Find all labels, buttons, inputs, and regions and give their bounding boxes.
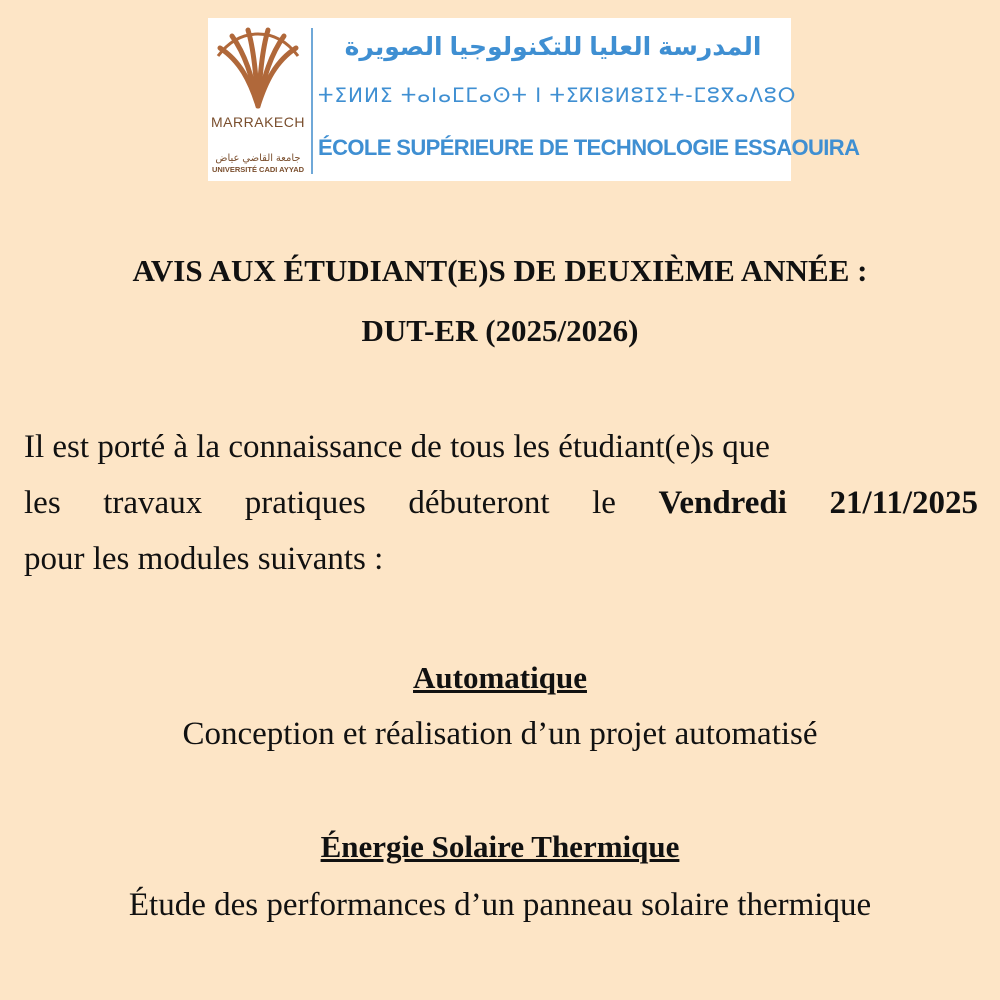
body-line-3: pour les modules suivants :	[24, 541, 384, 577]
school-name-tifinagh: ⵜⵉⵍⵍⵉ ⵜⴰⵏⴰⵎⵎⴰⵙⵜ ⵏ ⵜⵉⴽⵏⵓⵍⵓⵊⵉⵜ-ⵎⵓⴳⴰⴷⵓⵔ	[318, 83, 797, 107]
emblem-city: MARRAKECH	[211, 114, 305, 130]
module-description-automatique: Conception et réalisation d’un projet automatisé	[182, 716, 818, 752]
body-line-2-text: les travaux pratiques débuteront le	[24, 485, 659, 521]
emblem-university-name: UNIVERSITÉ CADI AYYAD	[211, 165, 305, 174]
school-logo	[208, 18, 860, 181]
school-name-arabic: المدرسة العليا للتكنولوجيا الصويرة	[344, 33, 762, 61]
body-line-1: Il est porté à la connaissance de tous les étudiant(e)s que	[24, 429, 770, 465]
module-description-energie-solaire: Étude des performances d’un panneau solaire thermique	[128, 887, 872, 923]
module-title-energie-solaire: Énergie Solaire Thermique	[320, 829, 680, 864]
emblem-arabic-name: جامعة القاضي عياض	[215, 153, 301, 164]
notice-title: AVIS AUX ÉTUDIANT(E)S DE DEUXIÈME ANNÉE :	[132, 253, 868, 288]
body-line-2	[24, 475, 978, 531]
school-name-french: ÉCOLE SUPÉRIEURE DE TECHNOLOGIE ESSAOUIRA	[318, 135, 860, 160]
palm-emblem-icon	[210, 26, 306, 110]
module-title-automatique: Automatique	[413, 660, 587, 695]
start-date: Vendredi 21/11/2025	[658, 485, 979, 521]
logo-divider	[311, 28, 313, 174]
notice-body	[24, 419, 978, 587]
notice-subtitle: DUT-ER (2025/2026)	[361, 313, 639, 348]
university-emblem	[208, 26, 308, 181]
